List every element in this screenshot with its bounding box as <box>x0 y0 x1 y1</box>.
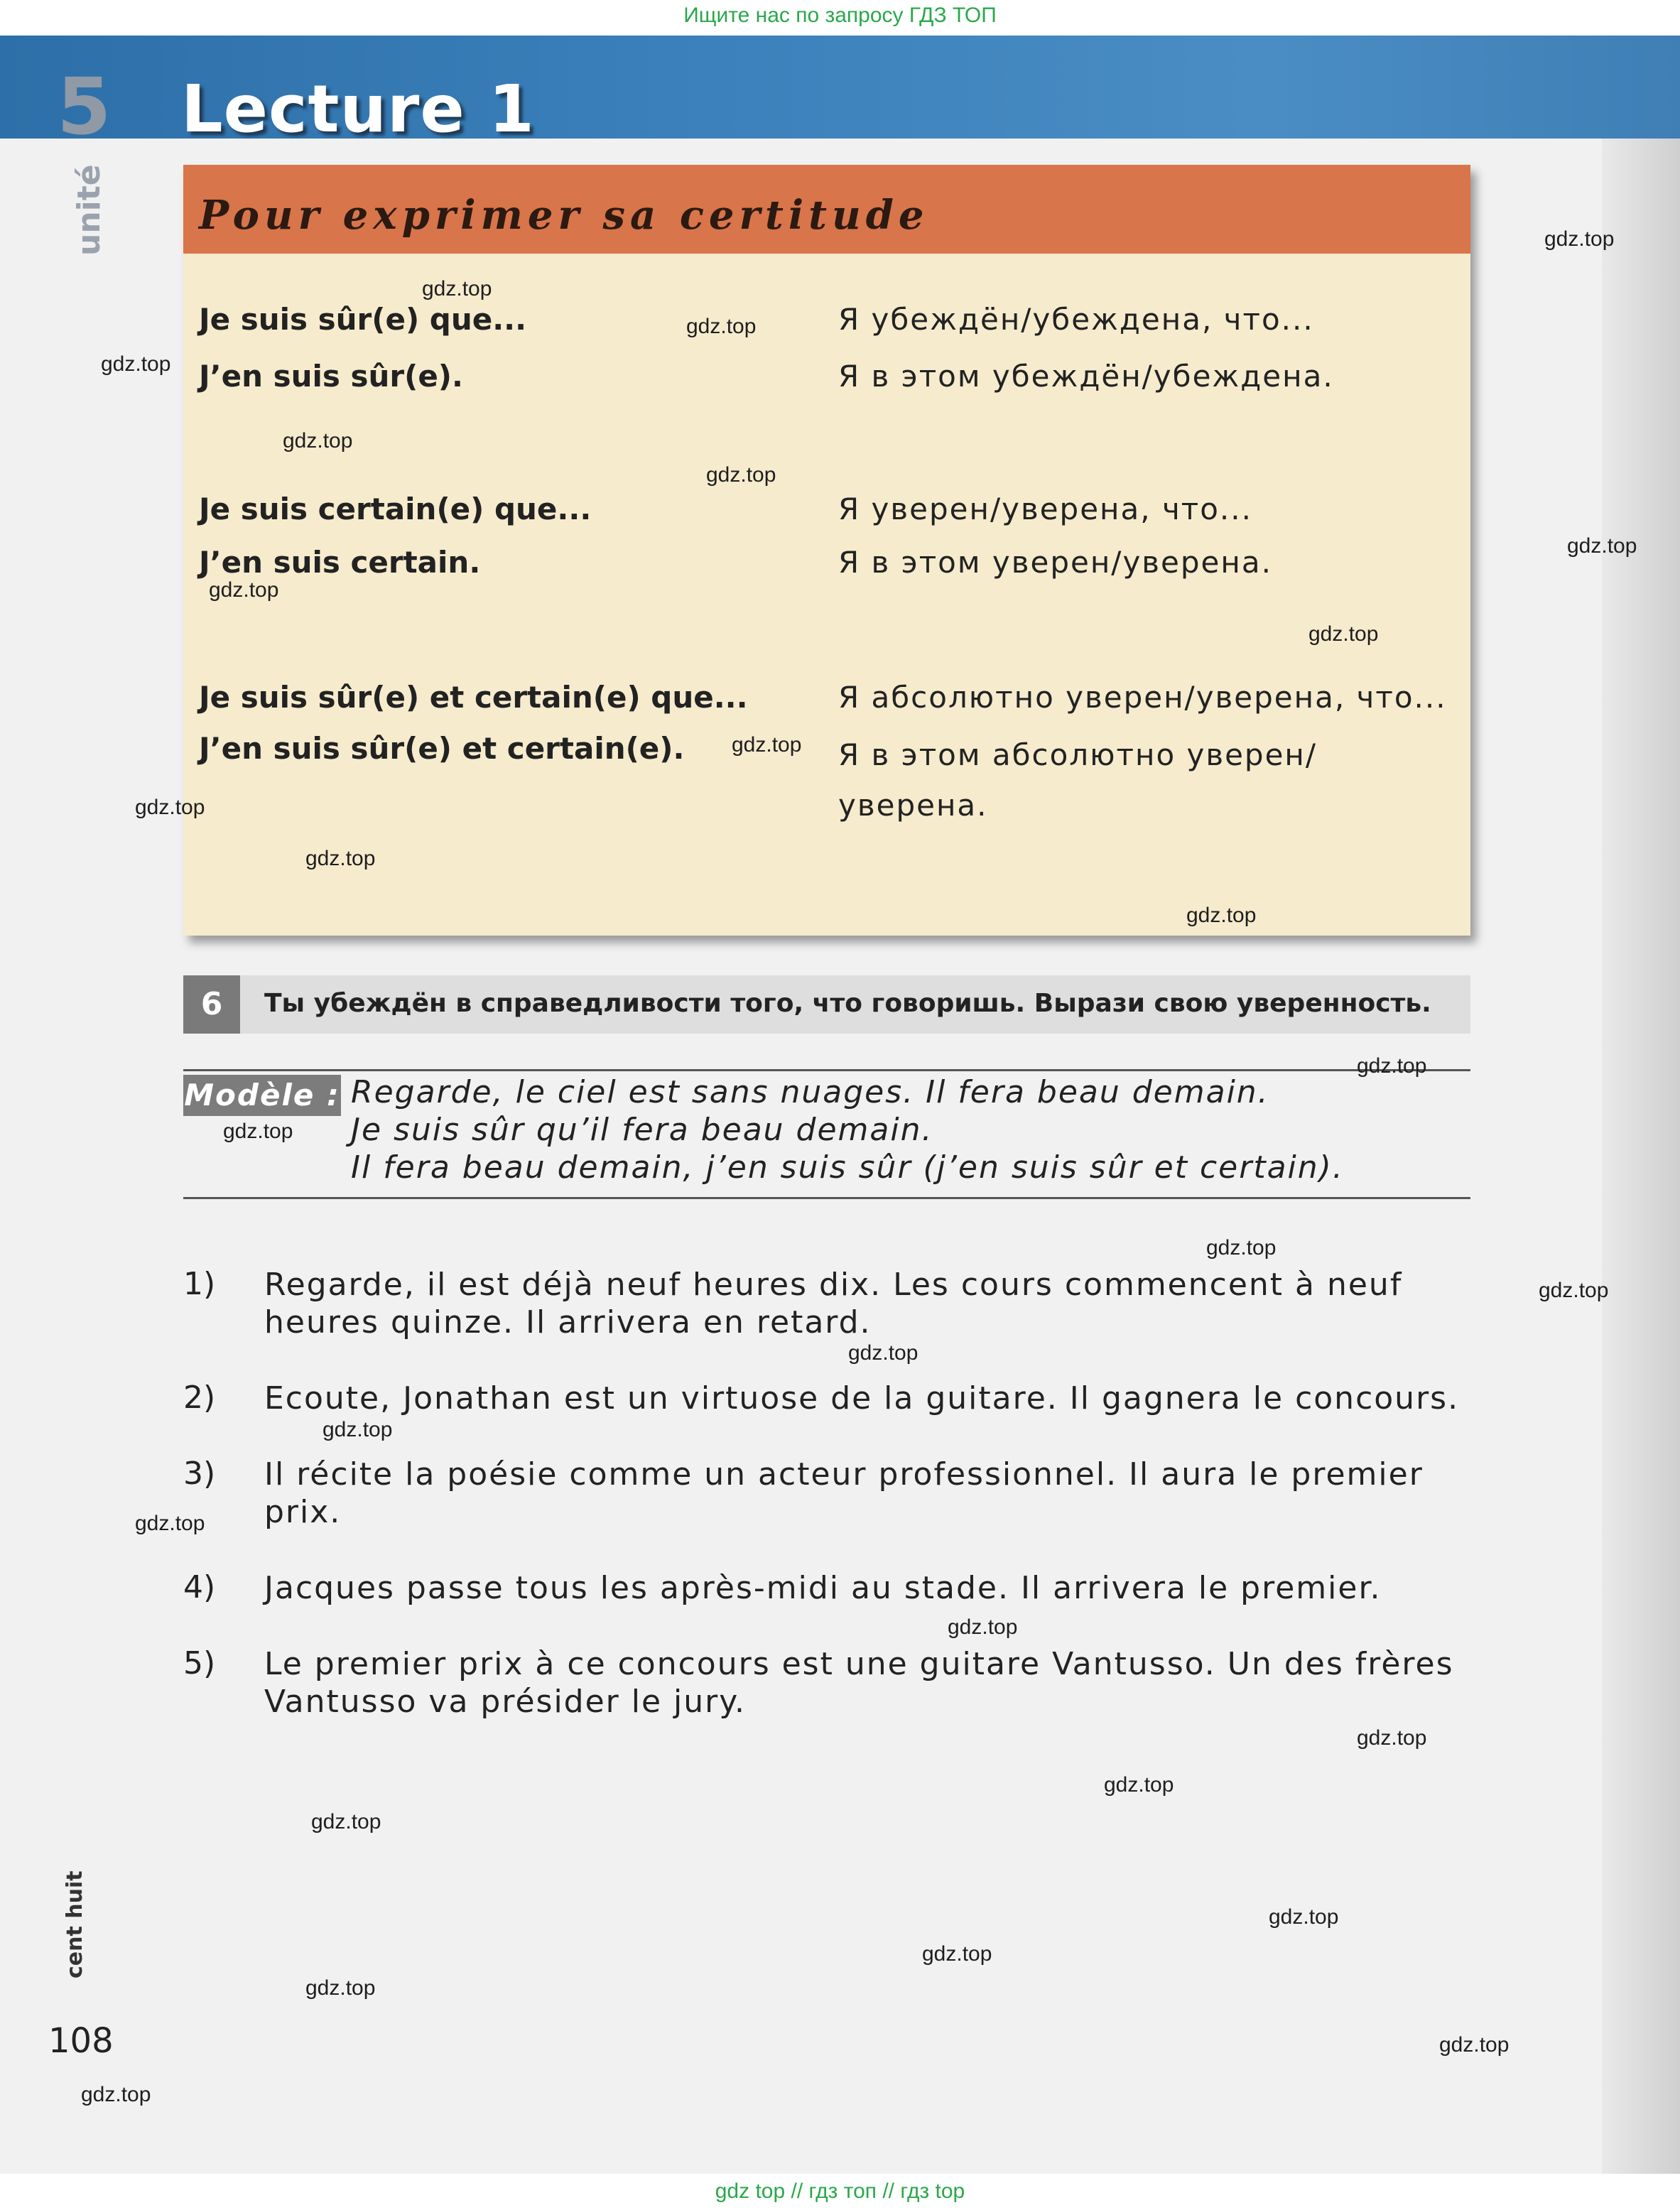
phrase-fr: J’en suis certain. <box>199 545 481 580</box>
watermark-text: gdz.top <box>848 1341 918 1365</box>
phrase-fr: J’en suis sûr(e). <box>199 359 463 394</box>
watermark-text: gdz.top <box>209 578 279 602</box>
watermark-text: gdz.top <box>1539 1279 1609 1302</box>
watermark-text: gdz.top <box>101 352 171 376</box>
item-text: Regarde, il est déjà neuf heures dix. Les cours commencent à neuf heures quinze. Il arrivera en retard. <box>264 1267 1403 1340</box>
page-edge-shadow <box>1602 36 1680 2174</box>
top-banner-link[interactable]: Ищите нас по запросу ГДЗ ТОП <box>683 4 997 27</box>
watermark-text: gdz.top <box>1357 1054 1427 1078</box>
phrase-ru: Я уверен/уверена, что... <box>838 492 1252 526</box>
watermark-text: gdz.top <box>922 1942 992 1966</box>
phrase-ru: Я в этом абсолютно уверен/ <box>838 737 1318 772</box>
item-number: 3) <box>183 1456 216 1492</box>
watermark-text: gdz.top <box>135 1512 205 1535</box>
phrase-ru: Я убеждён/убеждена, что... <box>838 302 1314 337</box>
model-line: Regarde, le ciel est sans nuages. Il fera beau demain. <box>351 1074 1269 1110</box>
expression-box-title: Pour exprimer sa certitude <box>199 192 929 239</box>
watermark-text: gdz.top <box>686 315 757 338</box>
expression-box-header <box>183 165 1470 254</box>
watermark-text: gdz.top <box>81 2083 151 2106</box>
page-side-label: cent huit <box>63 1870 87 1978</box>
watermark-text: gdz.top <box>1104 1773 1174 1797</box>
item-text: Il récite la poésie comme un acteur professionnel. Il aura le premier prix. <box>264 1456 1424 1530</box>
phrase-fr: Je suis sûr(e) et certain(e) que... <box>199 680 748 715</box>
watermark-text: gdz.top <box>948 1615 1018 1639</box>
model-line: Je suis sûr qu’il fera beau demain. <box>351 1112 933 1148</box>
item-text: Jacques passe tous les après-midi au stade. Il arrivera le premier. <box>264 1570 1382 1606</box>
watermark-text: gdz.top <box>323 1418 393 1441</box>
watermark-text: gdz.top <box>305 847 376 870</box>
watermark-text: gdz.top <box>135 796 205 819</box>
item-text: Le premier prix à ce concours est une guitare Vantusso. Un des frères Vantusso va présider le jury. <box>264 1646 1454 1720</box>
watermark-text: gdz.top <box>706 463 776 487</box>
watermark-text: gdz.top <box>223 1120 293 1143</box>
model-divider <box>183 1069 1470 1071</box>
model-label: Modèle : <box>183 1075 341 1116</box>
watermark-text: gdz.top <box>1206 1236 1277 1260</box>
watermark-text: gdz.top <box>311 1810 381 1833</box>
item-number: 1) <box>183 1266 216 1302</box>
watermark-text: gdz.top <box>1308 622 1379 646</box>
expression-box <box>183 165 1470 936</box>
unit-word: unité <box>71 164 107 256</box>
watermark-text: gdz.top <box>1269 1905 1339 1929</box>
watermark-text: gdz.top <box>305 1976 376 2000</box>
phrase-ru: Я в этом убеждён/убеждена. <box>838 359 1334 394</box>
watermark-text: gdz.top <box>422 277 492 300</box>
phrase-fr: Je suis certain(e) que... <box>199 492 592 526</box>
watermark-text: gdz.top <box>1186 904 1257 927</box>
bottom-links[interactable]: gdz top // гдз топ // гдз top <box>715 2179 965 2203</box>
unit-number: 5 <box>57 61 112 152</box>
watermark-text: gdz.top <box>283 429 353 453</box>
exercise-number: 6 <box>183 975 240 1034</box>
lecture-title: Lecture 1 <box>181 71 535 147</box>
phrase-ru: Я абсолютно уверен/уверена, что... <box>838 680 1447 715</box>
item-number: 2) <box>183 1380 216 1416</box>
phrase-ru: Я в этом уверен/уверена. <box>838 545 1272 580</box>
item-number: 5) <box>183 1645 216 1681</box>
watermark-text: gdz.top <box>732 733 802 757</box>
exercise-instruction: Ты убеждён в справедливости того, что говоришь. Вырази свою уверенность. <box>264 989 1431 1018</box>
page-number: 108 <box>48 2021 114 2061</box>
watermark-text: gdz.top <box>1439 2033 1510 2057</box>
phrase-fr: J’en suis sûr(e) et certain(e). <box>199 731 685 766</box>
item-text: Ecoute, Jonathan est un virtuose de la guitare. Il gagnera le concours. <box>264 1380 1460 1417</box>
watermark-text: gdz.top <box>1357 1726 1427 1750</box>
phrase-ru: уверена. <box>838 788 988 823</box>
item-number: 4) <box>183 1569 216 1605</box>
model-divider <box>183 1197 1470 1199</box>
watermark-text: gdz.top <box>1567 534 1637 558</box>
watermark-text: gdz.top <box>1544 227 1615 251</box>
phrase-fr: Je suis sûr(e) que... <box>199 302 527 337</box>
model-line: Il fera beau demain, j’en suis sûr (j’en suis sûr et certain). <box>351 1149 1344 1186</box>
